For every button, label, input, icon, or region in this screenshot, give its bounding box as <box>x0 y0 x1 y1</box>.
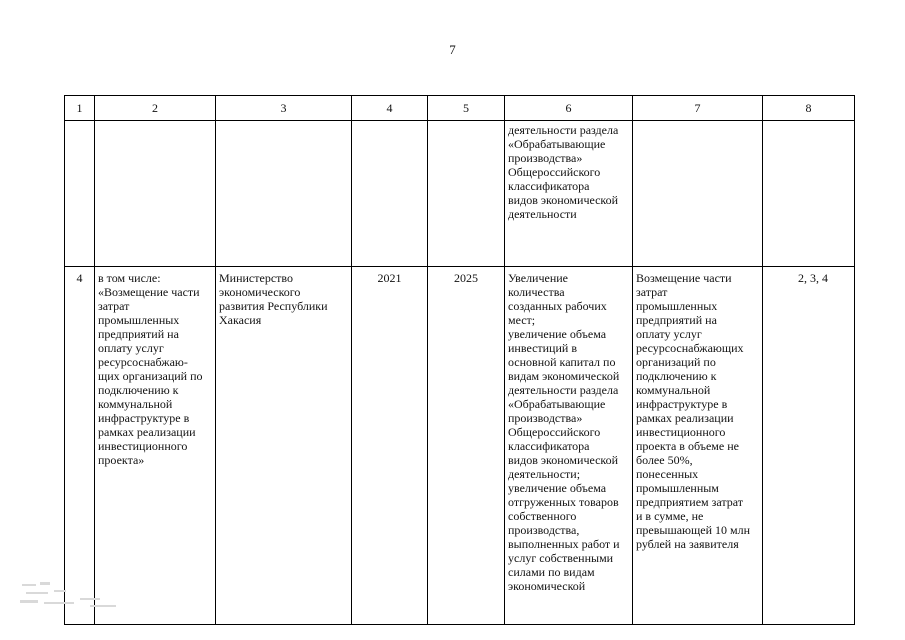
text-line: выполненных работ и <box>508 537 620 551</box>
text-line: классификатора <box>508 179 590 193</box>
text-line: созданных рабочих <box>508 299 607 313</box>
text-line: ресурсоснабжаю- <box>98 355 188 369</box>
text-line: рамках реализации <box>98 425 196 439</box>
scan-artifact <box>20 578 130 612</box>
text-line: «Возмещение части <box>98 285 200 299</box>
text-line: проекта в объеме не <box>636 439 739 453</box>
text-line: подключению к <box>636 369 717 383</box>
text-line: увеличение объема <box>508 327 607 341</box>
text-line: в том числе: <box>98 271 161 285</box>
header-cell: 2 <box>95 96 216 121</box>
text-line: мест; <box>508 313 536 327</box>
text-line: предприятием затрат <box>636 495 744 509</box>
text-line: производства» <box>508 411 583 425</box>
text-line: деятельности <box>508 207 577 221</box>
text-line: щих организаций по <box>98 369 203 383</box>
start-year-cell: 2021 <box>352 267 428 625</box>
header-cell: 6 <box>505 96 633 121</box>
text-line: Увеличение <box>508 271 569 285</box>
text-line: превышающей 10 млн <box>636 523 750 537</box>
text-line: производства, <box>508 523 580 537</box>
text-line: инвестиционного <box>98 439 188 453</box>
text-line: промышленным <box>636 481 719 495</box>
header-cell: 7 <box>633 96 763 121</box>
text-line: Общероссийского <box>508 425 601 439</box>
text-line: затрат <box>98 299 130 313</box>
text-line: и в сумме, не <box>636 509 704 523</box>
text-line: видов экономической <box>508 453 619 467</box>
text-line: организаций по <box>636 355 716 369</box>
measures-table <box>64 95 855 625</box>
table-cell <box>633 121 763 267</box>
text-line: промышленных <box>98 313 180 327</box>
text-line: силами по видам <box>508 565 595 579</box>
text-line: инфраструктуре в <box>98 411 190 425</box>
table-cell <box>428 121 505 267</box>
table-cell <box>95 121 216 267</box>
table-cell <box>65 121 95 267</box>
text-line: понесенных <box>636 467 699 481</box>
text-line: рамках реализации <box>636 411 734 425</box>
header-cell: 4 <box>352 96 428 121</box>
table-cell <box>352 121 428 267</box>
text-line: промышленных <box>636 299 718 313</box>
table-cell <box>763 121 855 267</box>
text-line: Возмещение части <box>636 271 732 285</box>
text-line: инвестиционного <box>636 425 726 439</box>
text-line: деятельности раздела <box>508 123 619 137</box>
text-line: предприятий на <box>98 327 179 341</box>
row-number: 4 <box>65 267 95 625</box>
header-cell: 5 <box>428 96 505 121</box>
text-line: затрат <box>636 285 668 299</box>
indicator-refs-cell: 2, 3, 4 <box>763 267 855 625</box>
text-line: Министерство <box>219 271 293 285</box>
measure-content-cell <box>633 267 763 625</box>
text-line: видов экономической <box>508 193 619 207</box>
text-line: экономического <box>219 285 301 299</box>
end-year-cell: 2025 <box>428 267 505 625</box>
text-line: увеличение объема <box>508 481 607 495</box>
header-cell: 3 <box>216 96 352 121</box>
header-cell: 1 <box>65 96 95 121</box>
expected-results-cell <box>505 267 633 625</box>
text-line: классификатора <box>508 439 590 453</box>
text-line: оплату услуг <box>98 341 164 355</box>
text-line: Хакасия <box>219 313 262 327</box>
text-line: «Обрабатывающие <box>508 397 606 411</box>
header-row <box>65 96 855 121</box>
text-line: подключению к <box>98 383 179 397</box>
text-line: более 50%, <box>636 453 693 467</box>
text-line: деятельности; <box>508 467 581 481</box>
text-line: видам экономической <box>508 369 620 383</box>
text-line: инфраструктуре в <box>636 397 728 411</box>
results-cell-continued <box>505 121 633 267</box>
text-line: развития Республики <box>219 299 328 313</box>
text-line: отгруженных товаров <box>508 495 619 509</box>
executor-cell <box>216 267 352 625</box>
header-cell: 8 <box>763 96 855 121</box>
text-line: Общероссийского <box>508 165 601 179</box>
text-line: оплату услуг <box>636 327 702 341</box>
measure-name-cell <box>95 267 216 625</box>
text-line: количества <box>508 285 565 299</box>
text-line: производства» <box>508 151 583 165</box>
text-line: основной капитал по <box>508 355 616 369</box>
table-row-continuation <box>65 121 855 267</box>
text-line: предприятий на <box>636 313 717 327</box>
text-line: инвестиций в <box>508 341 577 355</box>
text-line: услуг собственными <box>508 551 614 565</box>
text-line: собственного <box>508 509 577 523</box>
table-row-4 <box>65 267 855 625</box>
text-line: ресурсоснабжающих <box>636 341 744 355</box>
page-number: 7 <box>449 42 456 57</box>
table-cell <box>216 121 352 267</box>
text-line: коммунальной <box>98 397 173 411</box>
text-line: рублей на заявителя <box>636 537 739 551</box>
text-line: коммунальной <box>636 383 711 397</box>
text-line: проекта» <box>98 453 145 467</box>
text-line: экономической <box>508 579 586 593</box>
text-line: «Обрабатывающие <box>508 137 606 151</box>
text-line: деятельности раздела <box>508 383 619 397</box>
